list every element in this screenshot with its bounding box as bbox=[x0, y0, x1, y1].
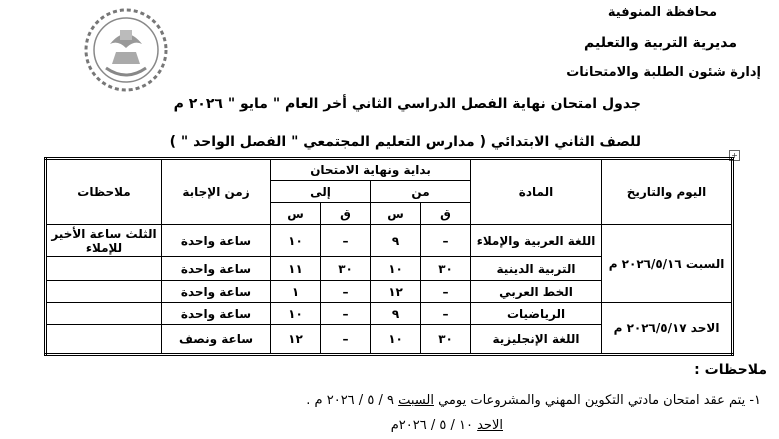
from-hour-cell: ١٠ bbox=[371, 325, 421, 355]
to-hour-cell: ١٠ bbox=[271, 303, 321, 325]
subject-cell: الرياضيات bbox=[471, 303, 602, 325]
note-1-date: ٩ / ٥ / ٢٠٢٦ م . bbox=[306, 393, 394, 408]
duration-cell: ساعة واحدة bbox=[162, 225, 271, 257]
department-name: إدارة شئون الطلبة والامتحانات bbox=[566, 65, 761, 80]
to-hour-cell: ١٠ bbox=[271, 225, 321, 257]
header-from-hour: س bbox=[371, 203, 421, 225]
from-minute-cell: – bbox=[421, 281, 471, 303]
header-duration: زمن الإجابة bbox=[162, 159, 271, 225]
notes-cell bbox=[46, 325, 162, 355]
header-from: من bbox=[371, 181, 471, 203]
schedule-title: جدول امتحان نهاية الفصل الدراسي الثاني أخر العام " مايو " ٢٠٢٦ م bbox=[173, 96, 641, 112]
from-hour-cell: ١٠ bbox=[371, 257, 421, 281]
exam-schedule-table bbox=[44, 157, 734, 356]
note-2-date: ١٠ / ٥ / ٢٠٢٦م bbox=[390, 418, 473, 433]
note-2-day: الاحد bbox=[477, 418, 503, 433]
header-notes: ملاحظات bbox=[46, 159, 162, 225]
duration-cell: ساعة واحدة bbox=[162, 303, 271, 325]
note-line-1 bbox=[306, 393, 761, 408]
subject-cell: اللغة العربية والإملاء bbox=[471, 225, 602, 257]
notes-cell bbox=[46, 281, 162, 303]
note-1-text: ١- يتم عقد امتحان مادتي التكوين المهني والمشروعات يومي bbox=[438, 393, 761, 408]
header-day-date: اليوم والتاريخ bbox=[602, 159, 733, 225]
from-hour-cell: ٩ bbox=[371, 225, 421, 257]
to-minute-cell: – bbox=[321, 303, 371, 325]
notes-cell bbox=[46, 257, 162, 281]
notes-cell: الثلث ساعة الأخير للإملاء bbox=[46, 225, 162, 257]
header-exam-start-end: بداية ونهاية الامتحان bbox=[271, 159, 471, 181]
note-line-2 bbox=[391, 418, 503, 433]
subject-cell: التربية الدينية bbox=[471, 257, 602, 281]
header-to: إلى bbox=[271, 181, 371, 203]
note-1-day: السبت bbox=[398, 393, 434, 408]
header-from-minute: ق bbox=[421, 203, 471, 225]
governorate-emblem-logo bbox=[80, 4, 172, 96]
subject-cell: اللغة الإنجليزية bbox=[471, 325, 602, 355]
day-cell-sunday: الاحد ٢٠٢٦/٥/١٧ م bbox=[602, 303, 733, 355]
table-row bbox=[46, 225, 733, 257]
notes-cell bbox=[46, 303, 162, 325]
to-minute-cell: – bbox=[321, 281, 371, 303]
to-minute-cell: ٣٠ bbox=[321, 257, 371, 281]
to-hour-cell: ١١ bbox=[271, 257, 321, 281]
to-hour-cell: ١ bbox=[271, 281, 321, 303]
directorate-name: مديرية التربية والتعليم bbox=[584, 35, 737, 51]
header-to-minute: ق bbox=[321, 203, 371, 225]
table-move-handle[interactable]: + bbox=[729, 150, 740, 161]
from-minute-cell: – bbox=[421, 225, 471, 257]
duration-cell: ساعة واحدة bbox=[162, 257, 271, 281]
header-to-hour: س bbox=[271, 203, 321, 225]
from-minute-cell: – bbox=[421, 303, 471, 325]
governorate-name: محافظة المنوفية bbox=[607, 5, 717, 20]
header-subject: المادة bbox=[471, 159, 602, 225]
from-hour-cell: ٩ bbox=[371, 303, 421, 325]
notes-heading: ملاحظات : bbox=[694, 362, 767, 378]
table-row bbox=[46, 303, 733, 325]
to-minute-cell: – bbox=[321, 325, 371, 355]
from-minute-cell: ٣٠ bbox=[421, 325, 471, 355]
day-cell-saturday: السبت ٢٠٢٦/٥/١٦ م bbox=[602, 225, 733, 303]
to-minute-cell: – bbox=[321, 225, 371, 257]
to-hour-cell: ١٢ bbox=[271, 325, 321, 355]
schedule-subtitle: للصف الثاني الابتدائي ( مدارس التعليم المجتمعي " الفصل الواحد " ) bbox=[169, 134, 641, 150]
duration-cell: ساعة ونصف bbox=[162, 325, 271, 355]
from-minute-cell: ٣٠ bbox=[421, 257, 471, 281]
subject-cell: الخط العربي bbox=[471, 281, 602, 303]
duration-cell: ساعة واحدة bbox=[162, 281, 271, 303]
from-hour-cell: ١٢ bbox=[371, 281, 421, 303]
